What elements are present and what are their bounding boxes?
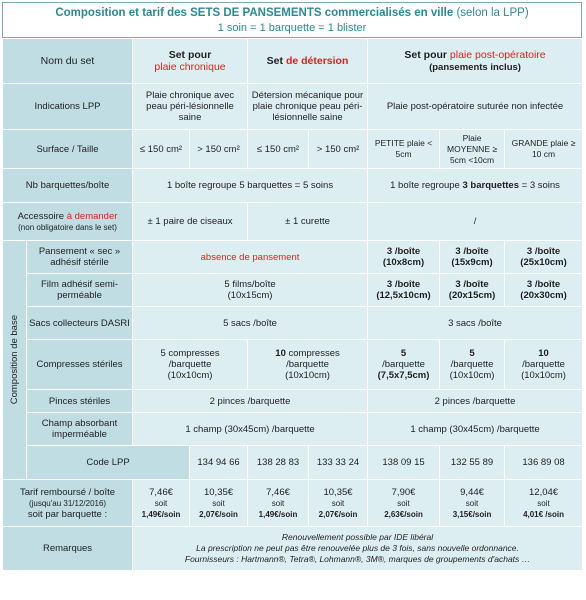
tarif-value <box>309 480 368 527</box>
accessoire-curette: ± 1 curette <box>248 203 368 241</box>
header-nom: Nom du set <box>3 39 133 84</box>
tarif-value <box>368 480 440 527</box>
surface-label: Surface / Taille <box>3 130 133 169</box>
film-p2b: (20x15cm) <box>448 290 496 301</box>
barquettes-right-post: = 3 soins <box>521 180 560 191</box>
indications-detersion: Détersion mécanique pour plaie chronique peau péri-lésionnelle saine <box>248 84 368 130</box>
sacs-right: 3 sacs /boîte <box>368 307 583 340</box>
header-detersion-red: de détersion <box>285 55 349 67</box>
tarif-value <box>440 480 505 527</box>
tarif-soit: soit <box>154 498 168 508</box>
pansement-p2b: (15x9cm) <box>451 257 493 268</box>
pansement-p3 <box>505 241 583 274</box>
header-postop-sub: (pansements inclus) <box>429 61 521 73</box>
compresses-p3a: 10 <box>538 348 549 359</box>
tarif-soit: soit <box>465 498 479 508</box>
compresses-p3 <box>505 340 583 390</box>
tarif-price: 7,90€ <box>391 486 416 498</box>
remarques-line1: Renouvellement possible par IDE libéral <box>281 532 434 542</box>
barquettes-label: Nb barquettes/boîte <box>3 169 133 203</box>
tarif-price: 10,35€ <box>323 486 353 498</box>
table-row-barquettes <box>3 169 583 203</box>
film-p1a: 3 /boîte <box>386 279 421 290</box>
compresses-p1c: (7,5x7,5cm) <box>377 370 430 381</box>
tarif-value <box>190 480 248 527</box>
table-row-champ <box>3 413 583 446</box>
barquettes-right-bold: 3 barquettes <box>462 180 519 191</box>
surface-grande: GRANDE plaie ≥ 10 cm <box>505 130 583 169</box>
header-detersion-pre: Set <box>266 55 284 67</box>
title-line2: 1 soin = 1 barquette = 1 blister <box>217 22 367 34</box>
tarif-per: 1,49€/soin <box>258 509 298 519</box>
pansement-p3b: (25x10cm) <box>520 257 567 268</box>
film-label: Film adhésif semi-perméable <box>27 274 133 307</box>
code-value: 132 55 89 <box>440 446 505 480</box>
tarif-label-c: soit par barquette : <box>27 508 108 520</box>
pansement-absence-text: absence de pansement <box>200 251 300 263</box>
code-value: 133 33 24 <box>309 446 368 480</box>
table-row-tarif <box>3 480 583 527</box>
title-main: Composition et tarif des SETS DE PANSEMENTS commercialisés en ville <box>55 7 454 19</box>
accessoire-ciseaux: ± 1 paire de ciseaux <box>133 203 248 241</box>
barquettes-right <box>368 169 583 203</box>
header-postop-red: plaie post-opératoire <box>449 48 546 61</box>
pansement-p1 <box>368 241 440 274</box>
tarif-per: 4,01€ /soin <box>523 509 564 519</box>
code-label: Code LPP <box>27 446 190 480</box>
tarif-price: 9,44€ <box>460 486 484 498</box>
pansement-p3a: 3 /boîte <box>526 246 561 257</box>
header-postop <box>368 39 583 84</box>
indications-label: Indications LPP <box>3 84 133 130</box>
compresses-detersion-b: /barquette <box>286 359 329 370</box>
film-left-b: (10x15cm) <box>227 290 273 301</box>
header-chronique-red: plaie chronique <box>154 61 226 73</box>
table-row-compresses <box>3 340 583 390</box>
tarif-value <box>133 480 190 527</box>
tarif-soit: soit <box>212 498 225 508</box>
compresses-p3c: (10x10cm) <box>521 370 566 381</box>
header-chronique <box>133 39 248 84</box>
table-row-pinces <box>3 390 583 413</box>
indications-postop: Plaie post-opératoire suturée non infectée <box>368 84 583 130</box>
compresses-detersion-c: (10x10cm) <box>285 370 330 381</box>
table-row-sacs <box>3 307 583 340</box>
surface-c1: ≤ 150 cm² <box>133 130 190 169</box>
tarif-per: 2,63€/soin <box>384 509 423 519</box>
code-value: 134 94 66 <box>190 446 248 480</box>
tarif-label-b: (jusqu'au 31/12/2016) <box>28 498 107 508</box>
composition-label: Composition de base <box>9 315 20 405</box>
accessoire-label <box>3 203 133 241</box>
tarif-price: 12,04€ <box>529 486 559 498</box>
tarif-price: 7,46€ <box>149 486 173 498</box>
barquettes-left: 1 boîte regroupe 5 barquettes = 5 soins <box>133 169 368 203</box>
indications-chronique: Plaie chronique avec peau péri-lésionnelle saine <box>133 84 248 130</box>
compresses-p3b: /barquette <box>522 359 565 370</box>
tarif-value <box>248 480 309 527</box>
pinces-label: Pinces stériles <box>27 390 133 413</box>
film-left <box>133 274 368 307</box>
film-p3a: 3 /boîte <box>526 279 561 290</box>
tarif-soit: soit <box>331 498 345 508</box>
code-value: 138 09 15 <box>368 446 440 480</box>
tarif-price: 7,46€ <box>266 486 290 498</box>
film-p1b: (12,5x10cm) <box>376 290 431 301</box>
tarif-label-a: Tarif remboursé / boîte <box>19 486 116 498</box>
film-p1 <box>368 274 440 307</box>
tarif-per: 1,49€/soin <box>141 509 181 519</box>
accessoire-label-pre: Accessoire <box>17 210 65 222</box>
compresses-chronique-a: 5 compresses <box>160 348 220 359</box>
table-row-remarques <box>3 527 583 571</box>
compresses-label: Compresses stériles <box>27 340 133 390</box>
pansement-p1b: (10x8cm) <box>382 257 425 268</box>
film-left-a: 5 films/boîte <box>224 279 276 290</box>
surface-petite: PETITE plaie < 5cm <box>368 130 440 169</box>
title-sub: (selon la LPP) <box>456 7 529 19</box>
sets-table <box>2 38 583 571</box>
accessoire-label-sub: (non obligatoire dans le set) <box>18 222 117 232</box>
document <box>2 2 582 571</box>
compresses-p2b: /barquette <box>450 359 494 370</box>
compresses-detersion <box>248 340 368 390</box>
tarif-label <box>3 480 133 527</box>
compresses-chronique <box>133 340 248 390</box>
table-row-film <box>3 274 583 307</box>
film-p2 <box>440 274 505 307</box>
champ-right: 1 champ (30x45cm) /barquette <box>368 413 583 446</box>
pinces-left: 2 pinces /barquette <box>133 390 368 413</box>
film-p3 <box>505 274 583 307</box>
surface-c3: ≤ 150 cm² <box>248 130 309 169</box>
tarif-soit: soit <box>397 498 410 508</box>
table-row-surface <box>3 130 583 169</box>
film-p3b: (20x30cm) <box>520 290 567 301</box>
tarif-per: 2,07€/soin <box>199 509 238 519</box>
pinces-right: 2 pinces /barquette <box>368 390 583 413</box>
sacs-label: Sacs collecteurs DASRI <box>27 307 133 340</box>
header-postop-pre: Set pour <box>404 48 447 61</box>
remarques-label: Remarques <box>3 527 133 571</box>
code-value: 138 28 83 <box>248 446 309 480</box>
compresses-detersion-bold: 10 <box>275 348 286 359</box>
pansement-p2 <box>440 241 505 274</box>
pansement-p2a: 3 /boîte <box>455 246 489 257</box>
accessoire-label-red: à demander <box>66 210 118 222</box>
champ-left: 1 champ (30x45cm) /barquette <box>133 413 368 446</box>
composition-label-cell <box>3 241 27 480</box>
remarques-line2: La prescription ne peut pas être renouvelée plus de 3 fois, sans nouvelle ordonnance. <box>196 543 519 553</box>
tarif-value <box>505 480 583 527</box>
pansement-absence <box>133 241 368 274</box>
table-row-pansement <box>3 241 583 274</box>
compresses-p2 <box>440 340 505 390</box>
header-detersion <box>248 39 368 84</box>
compresses-chronique-b: /barquette <box>168 359 212 370</box>
remarques-line3: Fournisseurs : Hartmann®, Tetra®, Lohmann®, 3M®, marques de groupements d'achats … <box>184 554 531 564</box>
tarif-soit: soit <box>271 498 285 508</box>
table-row-code <box>3 446 583 480</box>
tarif-price: 10,35€ <box>203 486 234 498</box>
pansement-p1a: 3 /boîte <box>386 246 421 257</box>
champ-label: Champ absorbant imperméable <box>27 413 133 446</box>
compresses-p1b: /barquette <box>382 359 425 370</box>
tarif-per: 2,07€/soin <box>318 509 358 519</box>
barquettes-right-pre: 1 boîte regroupe <box>390 180 460 191</box>
tarif-per: 3,15€/soin <box>452 509 492 519</box>
tarif-soit: soit <box>537 498 550 508</box>
sacs-left: 5 sacs /boîte <box>133 307 368 340</box>
pansement-label: Pansement « sec » adhésif stérile <box>27 241 133 274</box>
table-row-accessoire <box>3 203 583 241</box>
page-title <box>3 6 581 21</box>
surface-c2: > 150 cm² <box>190 130 248 169</box>
compresses-p1a: 5 <box>400 348 407 359</box>
header-chronique-pre: Set pour <box>168 49 212 61</box>
remarques-text <box>133 527 583 571</box>
compresses-chronique-c: (10x10cm) <box>167 370 213 381</box>
code-value: 136 89 08 <box>505 446 583 480</box>
compresses-p1 <box>368 340 440 390</box>
compresses-p2c: (10x10cm) <box>449 370 495 381</box>
surface-moyenne: Plaie MOYENNE ≥ 5cm <10cm <box>440 130 505 169</box>
film-p2a: 3 /boîte <box>455 279 489 290</box>
compresses-p2a: 5 <box>469 348 475 359</box>
surface-c4: > 150 cm² <box>309 130 368 169</box>
accessoire-postop: / <box>368 203 583 241</box>
compresses-detersion-a: compresses <box>288 348 340 359</box>
title-box <box>2 2 582 38</box>
table-row-header <box>3 39 583 84</box>
table-row-indications <box>3 84 583 130</box>
